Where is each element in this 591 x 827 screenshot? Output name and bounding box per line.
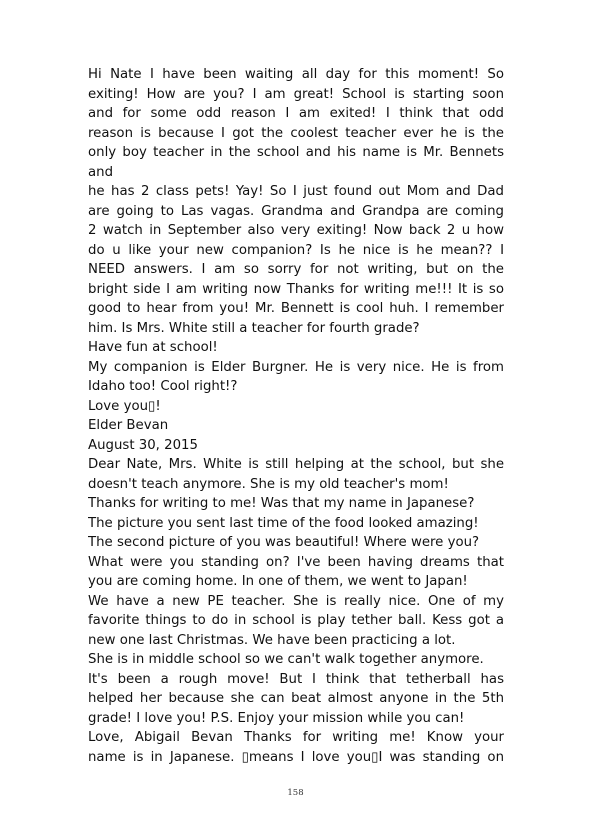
text-line: grade! I love you! P.S. Enjoy your mission while you can! (88, 710, 465, 726)
text-line: him. Is Mrs. White still a teacher for fourth grade? (88, 320, 420, 336)
text-line: We have a new PE teacher. She is really nice. One of my (88, 593, 504, 609)
text-line: only boy teacher in the school and his name is Mr. Bennets (88, 145, 504, 160)
text-line: you are coming home. In one of them, we went to Japan! (88, 574, 468, 589)
letter-text-block (88, 65, 504, 767)
text-line: doesn't teach anymore. She is my old teacher's mom! (88, 476, 449, 492)
text-line: Idaho too! Cool right!? (88, 379, 238, 394)
text-line: 2 watch in September also very exiting! Now back 2 u how (88, 223, 504, 238)
text-line: favorite things to do in school is play tether ball. Kess got a (88, 613, 504, 628)
text-line: Have fun at school! (88, 340, 218, 355)
text-line: he has 2 class pets! Yay! So I just found out Mom and Dad (88, 184, 504, 199)
text-line: Hi Nate I have been waiting all day for this moment! So (88, 67, 504, 82)
text-line: It's been a rough move! But I think that tetherball has (88, 671, 504, 687)
text-line: NEED answers. I am so sorry for not writing, but on the (88, 262, 504, 277)
text-line: The picture you sent last time of the food looked amazing! (88, 515, 479, 531)
text-line: August 30, 2015 (88, 437, 198, 453)
text-line: My companion is Elder Burgner. He is very nice. He is from (88, 359, 504, 375)
text-line: and (88, 164, 114, 180)
text-line: What were you standing on? I've been having dreams that (88, 554, 504, 570)
text-line: new one last Christmas. We have been practicing a lot. (88, 632, 456, 648)
text-line: Love, Abigail Bevan Thanks for writing me! Know your (88, 730, 504, 745)
text-line: Love you▯! (88, 398, 161, 414)
page-number: 158 (287, 788, 304, 798)
text-line: helped her because she can beat almost anyone in the 5th (88, 691, 504, 706)
text-line: The second picture of you was beautiful! Where were you? (88, 535, 480, 550)
text-line: She is in middle school so we can't walk together anymore. (88, 652, 484, 667)
text-line: name is in Japanese. ▯means I love you▯I was standing on (88, 749, 504, 765)
text-line: exiting! How are you? I am great! School is starting soon (88, 86, 504, 102)
text-line: are going to Las vagas. Grandma and Grandpa are coming (88, 203, 504, 219)
text-line: good to hear from you! Mr. Bennett is cool huh. I remember (88, 301, 504, 316)
text-line: Dear Nate, Mrs. White is still helping at the school, but she (88, 457, 504, 472)
text-line: and for some odd reason I am exited! I think that odd (88, 106, 504, 121)
text-line: do u like your new companion? Is he nice is he mean?? I (88, 242, 504, 258)
text-line: bright side I am writing now Thanks for writing me!!! It is so (88, 281, 504, 297)
text-line: reason is because I got the coolest teacher ever he is the (88, 125, 504, 141)
text-line: Thanks for writing to me! Was that my name in Japanese? (88, 496, 475, 511)
text-line: Elder Bevan (88, 418, 169, 433)
